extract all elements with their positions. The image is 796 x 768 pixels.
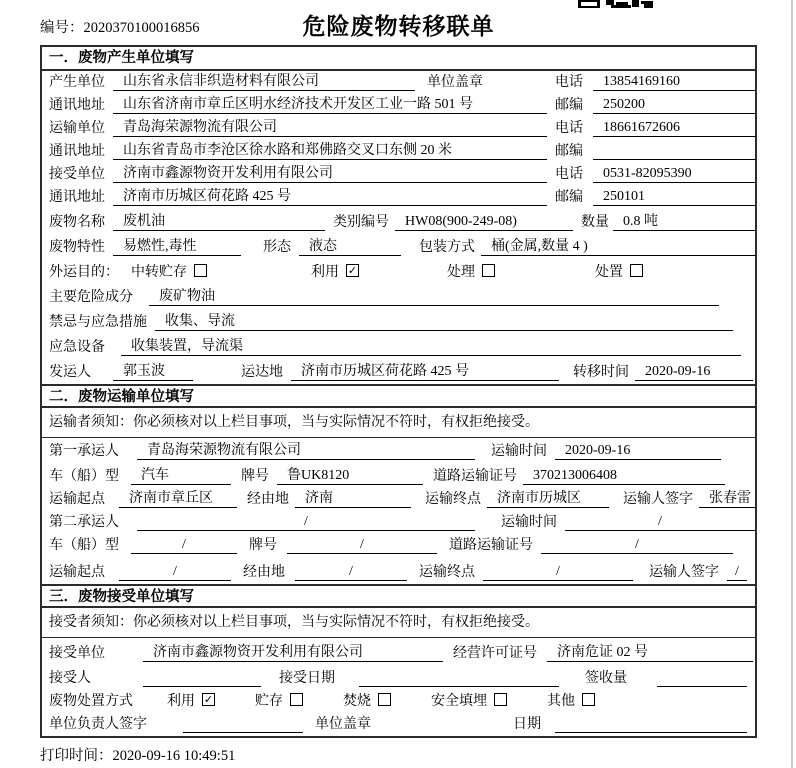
receiver-label: 接受单位	[49, 167, 105, 182]
consignor-row	[42, 359, 755, 384]
consignor-label: 发运人	[49, 365, 91, 380]
option-label: 处理	[447, 265, 475, 280]
address-field: 济南市历城区荷花路 425 号	[113, 188, 547, 206]
acceptor-row	[42, 665, 755, 690]
carrier2-field: /	[137, 513, 475, 531]
window-edge-divider	[791, 0, 793, 768]
phone-label: 电话	[555, 121, 583, 136]
disposal-option-landfill	[431, 693, 507, 710]
packing-field: 桶(金属,数量 4 )	[481, 238, 755, 256]
road-license-label: 道路运输证号	[449, 538, 533, 553]
accept-unit-field: 济南市鑫源物资开发利用有限公司	[143, 644, 443, 662]
origin-label: 运输起点	[49, 565, 105, 580]
address-field: 山东省青岛市李沧区徐水路和郑佛路交叉口东侧 20 米	[113, 142, 547, 160]
transporter-notice	[42, 408, 755, 438]
vehicle-type-label: 车（船）型	[49, 538, 119, 553]
end-label: 运输终点	[425, 492, 481, 507]
vehicle2-row	[42, 534, 755, 557]
equipment-row	[42, 334, 755, 359]
producer-address-row	[42, 94, 755, 117]
equipment-label: 应急设备	[49, 340, 105, 355]
section2-header: 二．废物运输单位填写	[42, 384, 755, 408]
form-label: 形态	[263, 240, 291, 255]
accept-unit-row	[42, 638, 755, 665]
transfer-time-label: 转移时间	[573, 365, 629, 380]
carrier2-label: 第二承运人	[49, 515, 119, 530]
purpose-row	[42, 259, 755, 284]
zip-label: 邮编	[555, 144, 583, 159]
chief-sign-row	[42, 713, 755, 736]
chief-sign-label: 单位负责人签字	[49, 717, 147, 732]
quantity-label: 数量	[581, 215, 609, 230]
carrier1-field: 青岛海荣源物流有限公司	[137, 442, 475, 460]
acceptor-label: 接受人	[49, 671, 91, 686]
hazard-field: 废矿物油	[149, 288, 719, 306]
received-qty-label: 签收量	[585, 671, 627, 686]
road-license-field: 370213006408	[523, 467, 725, 485]
transport-time-label: 运输时间	[491, 444, 547, 459]
received-qty-field	[657, 670, 747, 687]
option-label: 焚烧	[343, 694, 371, 709]
checkbox-icon	[582, 693, 595, 706]
address-label: 通讯地址	[49, 144, 105, 159]
license-label: 经营许可证号	[453, 646, 537, 661]
notice-label: 接受者须知：	[49, 615, 133, 630]
quantity-field: 0.8 吨	[613, 213, 755, 231]
receiver-row	[42, 163, 755, 186]
date-field	[555, 716, 747, 733]
disposal-label: 废物处置方式	[49, 694, 133, 709]
option-label: 处置	[595, 265, 623, 280]
transporter-field: 青岛海荣源物流有限公司	[113, 119, 547, 137]
route2-row	[42, 557, 755, 584]
accept-date-field	[359, 670, 559, 687]
plate-field: /	[287, 536, 437, 554]
hazard-label: 主要危险成分	[49, 290, 133, 305]
origin-field: 济南市章丘区	[119, 490, 237, 508]
origin-label: 运输起点	[49, 492, 105, 507]
transporter-sign-field: /	[727, 563, 747, 581]
document-header	[40, 8, 757, 42]
category-label: 类别编号	[333, 215, 389, 230]
checkbox-icon	[290, 693, 303, 706]
taboo-field: 收集、导流	[155, 313, 733, 331]
serial-value: 2020370100016856	[83, 20, 200, 36]
disposal-option-storage	[255, 693, 303, 710]
checkbox-icon	[194, 264, 207, 277]
receiver-address-row	[42, 186, 755, 209]
option-label: 其他	[547, 694, 575, 709]
purpose-option-treat	[447, 264, 495, 281]
end-label: 运输终点	[419, 565, 475, 580]
vehicle-type-field: 汽车	[131, 467, 231, 485]
phone-field: 13854169160	[593, 73, 755, 91]
checkbox-icon	[378, 693, 391, 706]
road-license-label: 道路运输证号	[433, 469, 517, 484]
transporter-address-row	[42, 140, 755, 163]
transporter-sign-field: 张春雷	[699, 490, 755, 508]
print-time-value: 2020-09-16 10:49:51	[112, 748, 236, 764]
date-label: 日期	[513, 717, 541, 732]
unit-seal-label: 单位盖章	[427, 75, 483, 90]
transporter-row	[42, 117, 755, 140]
checkbox-icon	[494, 693, 507, 706]
destination-field: 济南市历城区荷花路 425 号	[291, 363, 559, 381]
print-time-label: 打印时间：	[40, 748, 113, 764]
receiver-field: 济南市鑫源物资开发利用有限公司	[113, 165, 547, 183]
notice-text: 你必须核对以上栏目事项，当与实际情况不符时，有权拒绝接受。	[133, 415, 539, 430]
disposal-option-incinerate	[343, 693, 391, 710]
transport-time-field: /	[565, 513, 755, 531]
end-field: /	[483, 563, 633, 581]
plate-label: 牌号	[241, 469, 269, 484]
zip-label: 邮编	[555, 190, 583, 205]
receiver-notice	[42, 608, 755, 638]
zip-field: 250101	[593, 188, 755, 206]
address-field: 山东省济南市章丘区明水经济技术开发区工业一路 501 号	[113, 96, 547, 114]
waste-character-row	[42, 234, 755, 259]
carrier1-row	[42, 438, 755, 463]
option-label: 安全填埋	[431, 694, 487, 709]
disposal-row	[42, 690, 755, 713]
zip-label: 邮编	[555, 98, 583, 113]
notice-text: 你必须核对以上栏目事项，当与实际情况不符时，有权拒绝接受。	[133, 615, 539, 630]
notice-label: 运输者须知：	[49, 415, 133, 430]
packing-label: 包装方式	[419, 240, 475, 255]
transporter-sign-label: 运输人签字	[649, 565, 719, 580]
unit-seal-label: 单位盖章	[315, 717, 371, 732]
waste-name-row	[42, 209, 755, 234]
form-field: 液态	[299, 238, 401, 256]
producer-label: 产生单位	[49, 75, 105, 90]
disposal-option-other	[547, 693, 595, 710]
acceptor-field	[143, 670, 261, 687]
transport-time-label: 运输时间	[501, 515, 557, 530]
producer-field: 山东省永信非织造材料有限公司	[113, 73, 415, 91]
option-label: 利用	[167, 694, 195, 709]
carrier1-label: 第一承运人	[49, 444, 119, 459]
category-field: HW08(900-249-08)	[395, 213, 573, 231]
waste-name-label: 废物名称	[49, 215, 105, 230]
print-time	[40, 744, 235, 765]
end-field: 济南市历城区	[487, 490, 609, 508]
checkbox-icon	[630, 264, 643, 277]
transfer-time-field: 2020-09-16	[635, 363, 753, 381]
address-label: 通讯地址	[49, 190, 105, 205]
origin-field: /	[119, 563, 231, 581]
via-label: 经由地	[247, 492, 289, 507]
disposal-option-utilize	[167, 693, 215, 710]
accept-unit-label: 接受单位	[49, 646, 105, 661]
waste-name-field: 废机油	[113, 213, 325, 231]
purpose-option-transfer-storage	[131, 264, 207, 281]
page-title: 危险废物转移联单	[302, 13, 495, 39]
transport-time-field: 2020-09-16	[555, 442, 721, 460]
consignor-field: 郭玉波	[113, 363, 193, 381]
route1-row	[42, 488, 755, 511]
via-label: 经由地	[243, 565, 285, 580]
option-label: 贮存	[255, 694, 283, 709]
plate-label: 牌号	[249, 538, 277, 553]
checkbox-checked-icon: ✓	[203, 693, 214, 706]
character-field: 易燃性,毒性	[113, 238, 241, 256]
destination-label: 运达地	[241, 365, 283, 380]
zip-field	[593, 143, 755, 160]
taboo-row	[42, 309, 755, 334]
transporter-label: 运输单位	[49, 121, 105, 136]
taboo-label: 禁忌与应急措施	[49, 315, 147, 330]
via-field: 济南	[295, 490, 411, 508]
address-label: 通讯地址	[49, 98, 105, 113]
qr-code-icon	[578, 0, 653, 8]
transporter-sign-label: 运输人签字	[623, 492, 693, 507]
equipment-field: 收集装置，导流渠	[121, 338, 741, 356]
phone-label: 电话	[555, 75, 583, 90]
license-field: 济南危证 02 号	[547, 644, 753, 662]
checkbox-icon	[482, 264, 495, 277]
carrier2-row	[42, 511, 755, 534]
purpose-option-utilize	[311, 264, 359, 281]
checkbox-checked-icon: ✓	[347, 264, 358, 277]
via-field: /	[295, 563, 407, 581]
serial-label: 编号：	[40, 20, 84, 36]
zip-field: 250200	[593, 96, 755, 114]
vehicle-type-label: 车（船）型	[49, 469, 119, 484]
phone-field: 0531-82095390	[593, 165, 755, 183]
section1-header: 一．废物产生单位填写	[42, 47, 755, 71]
vehicle-type-field: /	[131, 536, 237, 554]
plate-field: 鲁UK8120	[277, 467, 423, 485]
option-label: 中转贮存	[131, 265, 187, 280]
accept-date-label: 接受日期	[279, 671, 335, 686]
option-label: 利用	[311, 265, 339, 280]
phone-label: 电话	[555, 167, 583, 182]
vehicle1-row	[42, 463, 755, 488]
purpose-option-dispose	[595, 264, 643, 281]
hazard-row	[42, 284, 755, 309]
character-label: 废物特性	[49, 240, 105, 255]
section3-header: 三．废物接受单位填写	[42, 584, 755, 608]
phone-field: 18661672606	[593, 119, 755, 137]
purpose-label: 外运目的：	[49, 265, 119, 280]
road-license-field: /	[541, 536, 733, 554]
chief-sign-field	[183, 716, 303, 733]
form-table	[40, 45, 757, 738]
producer-row	[42, 71, 755, 94]
